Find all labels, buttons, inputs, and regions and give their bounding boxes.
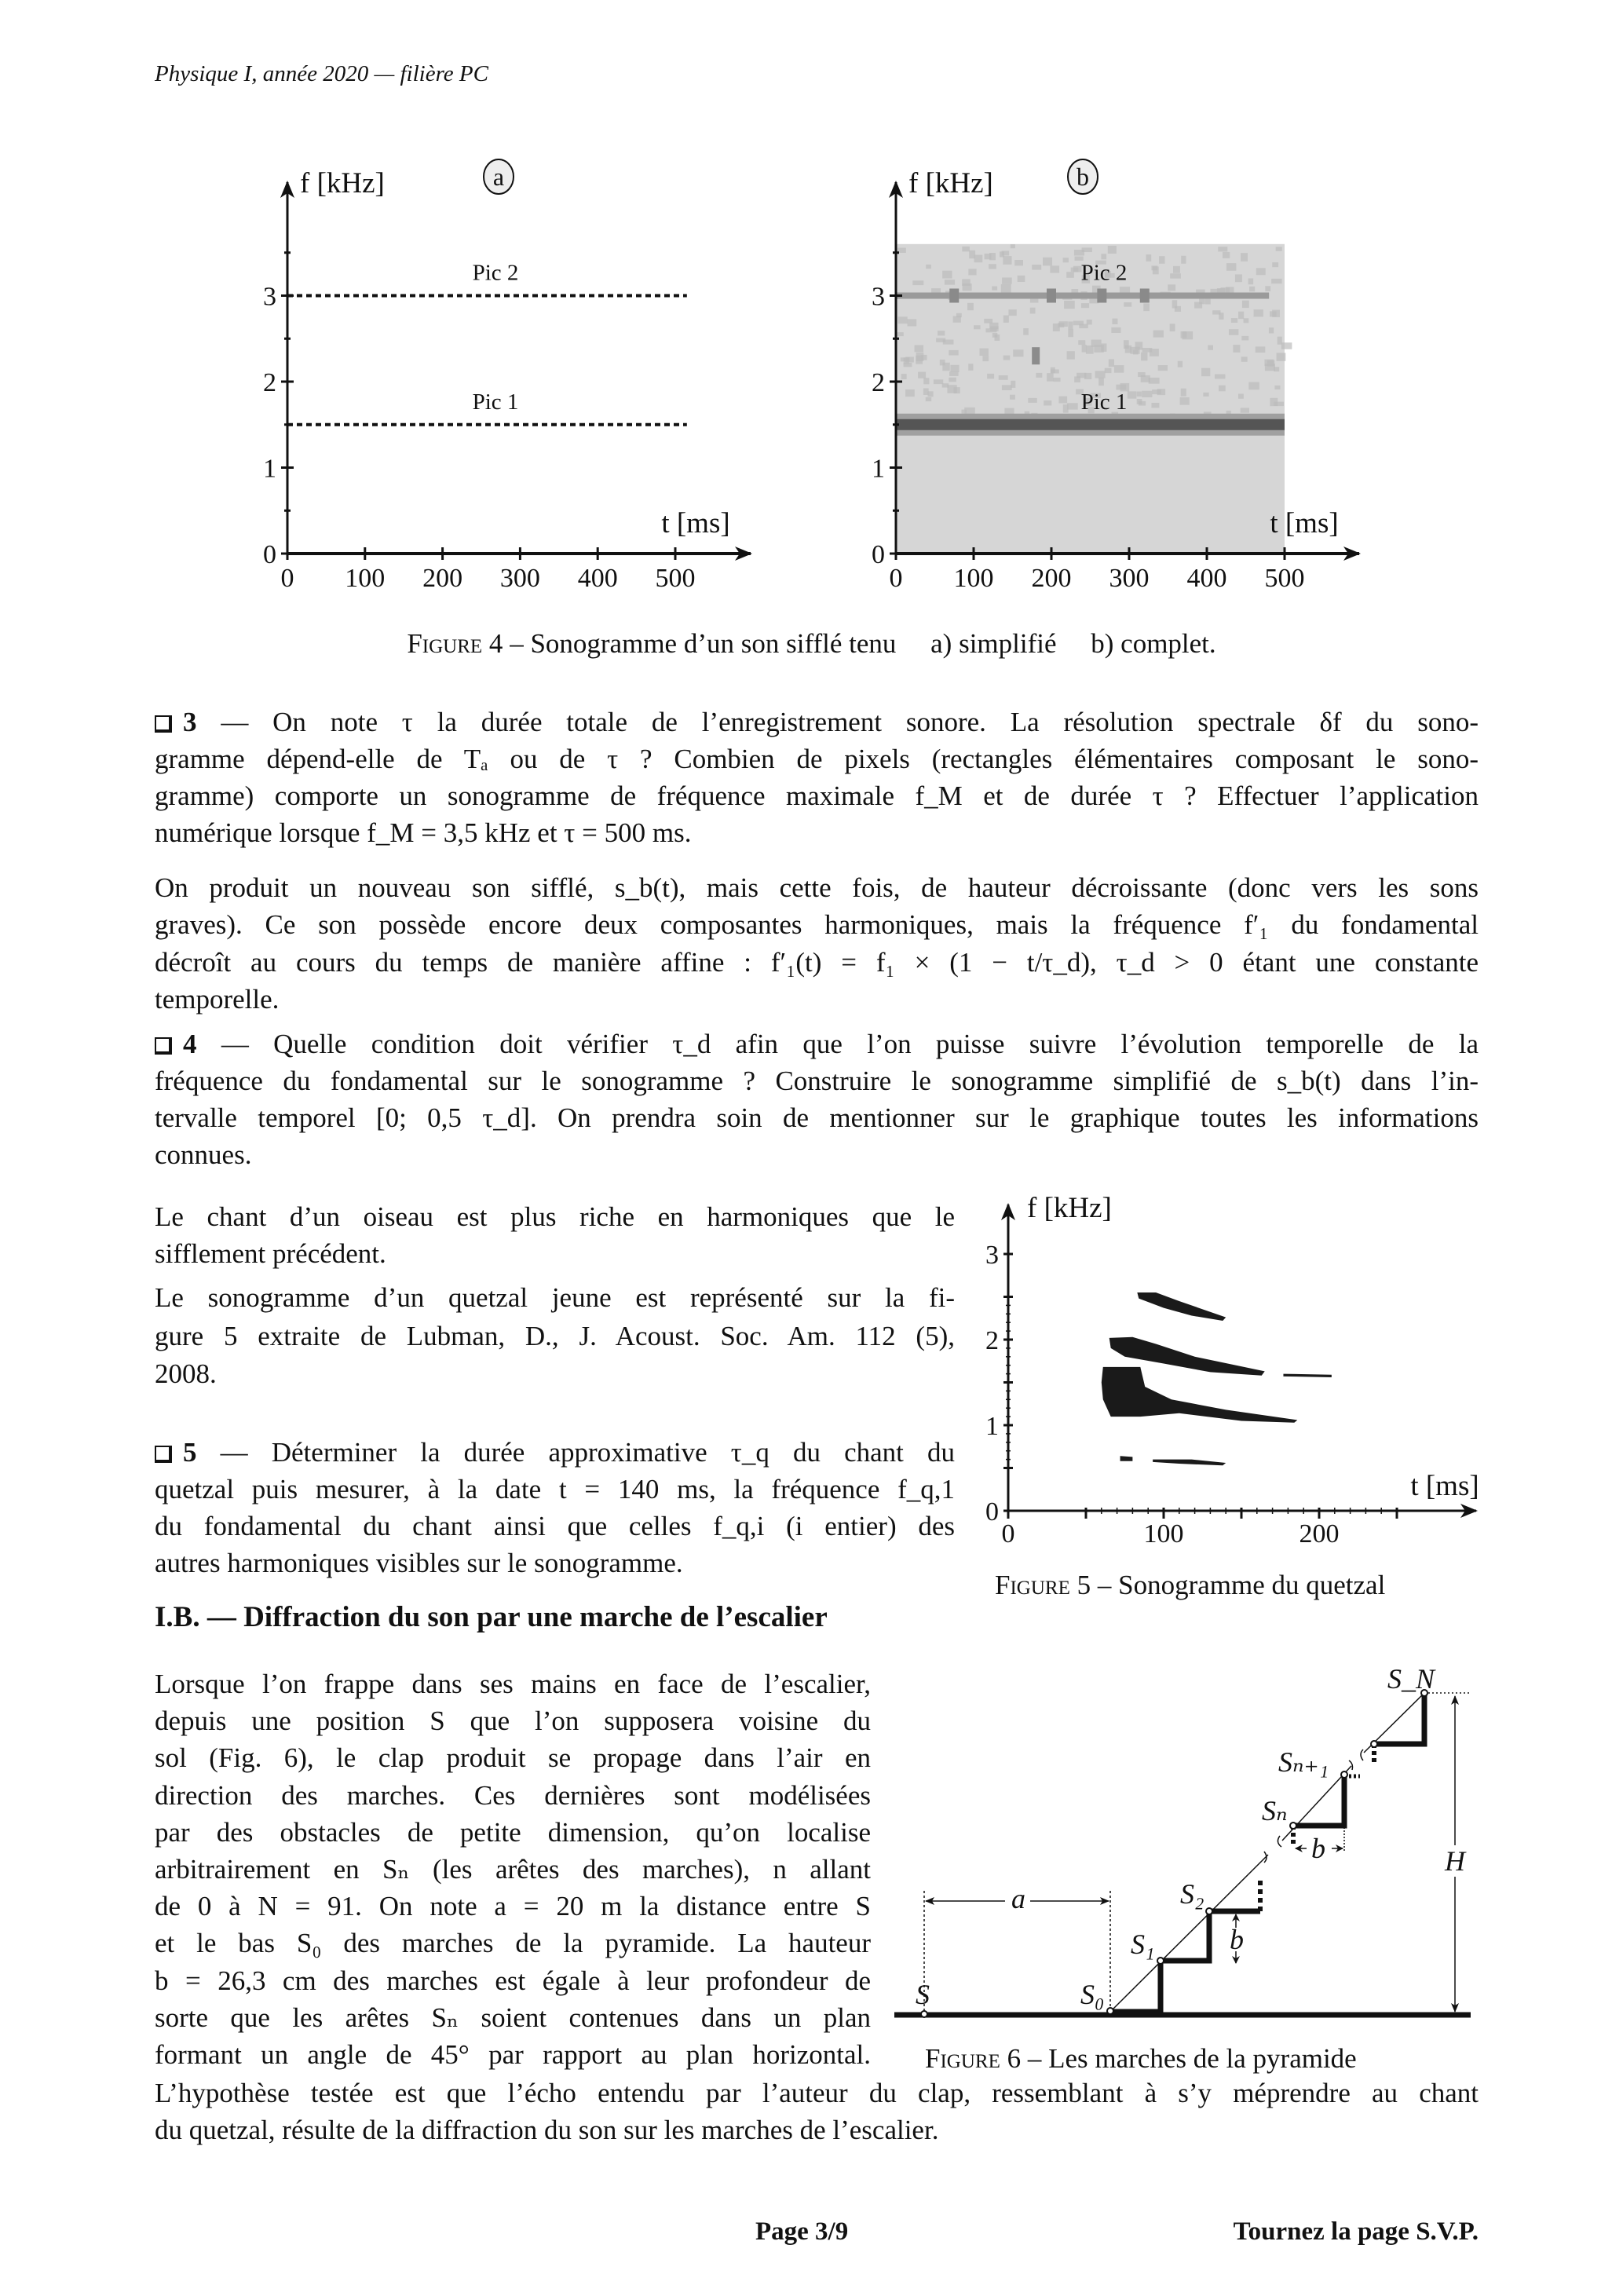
- peak-2-spot: [949, 289, 959, 303]
- noise-pixel: [1128, 391, 1136, 398]
- label-b-vertical: b: [1230, 1924, 1244, 1955]
- noise-pixel: [968, 269, 976, 275]
- figure-4b-complete-sonogram: [872, 159, 1359, 593]
- caption-prefix: Figure 5: [995, 1570, 1091, 1600]
- text-line: [155, 1437, 955, 1468]
- question-text: — Quelle condition doit vérifier τ_d afin que l’on puisse suivre l’évolution temporelle de la: [221, 1029, 1479, 1059]
- label-Sn1: Sₙ₊₁: [1278, 1746, 1329, 1778]
- noise-pixel: [1277, 353, 1286, 360]
- question-checkbox-icon: [155, 1446, 172, 1463]
- noise-pixel: [1068, 329, 1073, 337]
- noise-pixel: [1071, 268, 1079, 272]
- noise-pixel: [1003, 256, 1011, 265]
- harmonic-blob: [1120, 1456, 1133, 1461]
- noise-pixel: [961, 410, 967, 414]
- noise-pixel: [1194, 302, 1202, 309]
- text-line: du fondamental du chant ainsi que celles f_q,i (i entier) des: [155, 1511, 955, 1541]
- text-line: arbitrairement en Sₙ (les arêtes des marches), n allant: [155, 1854, 871, 1885]
- noise-pixel: [963, 283, 972, 291]
- noise-pixel: [1066, 272, 1074, 278]
- noise-pixel: [1158, 365, 1168, 371]
- noise-pixel: [1218, 247, 1227, 251]
- y-tick-label: 3: [985, 1241, 999, 1270]
- text-line: sorte que les arêtes Sₙ soient contenues dans un plan: [155, 2002, 871, 2033]
- text-line: tervalle temporel [0; 0,5 τ_d]. On prendra soin de mentionner sur le graphique toutes les informations: [155, 1102, 1479, 1133]
- text-line: graves). Ce son possède encore deux composantes harmoniques, mais la fréquence f′₁ du fondamental: [155, 909, 1479, 941]
- noise-pixel: [1111, 327, 1120, 333]
- noise-pixel: [962, 247, 970, 251]
- y-tick-label: 1: [263, 454, 276, 484]
- text-line: de 0 à N = 91. On note a = 20 m la distance entre S: [155, 1891, 871, 1922]
- point-S2: [1206, 1908, 1212, 1914]
- noise-pixel: [1170, 324, 1175, 331]
- noise-pixel: [1254, 309, 1263, 316]
- y-tick-label: 1: [872, 454, 885, 484]
- section-heading-IB: I.B. — Diffraction du son par une marche de l’escalier: [155, 1601, 828, 1633]
- noise-pixel: [1043, 258, 1052, 266]
- noise-pixel: [1219, 386, 1226, 392]
- noise-pixel: [1133, 350, 1139, 355]
- noise-pixel: [901, 374, 907, 379]
- text-line: Lorsque l’on frappe dans ses mains en face de l’escalier,: [155, 1669, 871, 1699]
- noise-pixel: [896, 332, 904, 336]
- noise-pixel: [1068, 321, 1073, 329]
- label-b-horizontal: b: [1311, 1833, 1325, 1864]
- noise-pixel: [1248, 382, 1259, 390]
- text-line: numérique lorsque f_M = 3,5 kHz et τ = 500 ms.: [155, 817, 692, 848]
- y-tick-label: 2: [985, 1326, 999, 1355]
- noise-pixel: [1219, 313, 1223, 320]
- question-number: 4: [183, 1029, 197, 1059]
- noise-pixel: [1271, 279, 1281, 283]
- noise-pixel: [1095, 371, 1106, 378]
- harmonic-blob: [1153, 1460, 1226, 1466]
- noise-pixel: [905, 389, 915, 397]
- text-line: fréquence du fondamental sur le sonogramme ? Construire le sonogramme simplifié de s_b(t) dans l’in-: [155, 1066, 1479, 1096]
- noise-pixel: [1256, 268, 1266, 275]
- question-text: — On note τ la durée totale de l’enregistrement sonore. La résolution spectrale δf du sono-: [221, 707, 1479, 737]
- noise-pixel: [1008, 309, 1016, 316]
- noise-pixel: [974, 325, 981, 329]
- peak-2-label: Pic 2: [472, 260, 519, 286]
- noise-pixel: [1086, 345, 1094, 354]
- noise-pixel: [915, 345, 923, 353]
- noise-pixel: [1032, 265, 1041, 270]
- noise-pixel: [949, 371, 959, 376]
- noise-pixel: [1002, 277, 1011, 283]
- peak-2-spot: [1047, 289, 1056, 303]
- noise-pixel: [1242, 301, 1249, 308]
- noise-pixel: [1278, 337, 1282, 345]
- noise-pixel: [1272, 262, 1278, 267]
- noise-pixel: [1053, 324, 1060, 331]
- noise-pixel: [1010, 395, 1015, 400]
- noise-pixel: [949, 378, 956, 382]
- figure-6-pyramid-steps: [894, 1663, 1471, 2017]
- text-line: gramme) comporte un sonogramme de fréquence maximale f_M et de durée τ ? Effectuer l’application: [155, 781, 1479, 811]
- noise-pixel: [1181, 256, 1186, 264]
- noise-pixel: [1064, 301, 1075, 309]
- noise-pixel: [1018, 276, 1025, 282]
- noise-pixel: [1248, 278, 1254, 284]
- x-tick-label: 400: [577, 564, 618, 593]
- noise-pixel: [1233, 345, 1240, 353]
- noise-pixel: [918, 372, 926, 378]
- y-axis-label: f [kHz]: [300, 167, 385, 199]
- x-tick-label: 100: [953, 564, 994, 593]
- text-line: autres harmoniques visibles sur le sonogramme.: [155, 1548, 683, 1578]
- noise-pixel: [1036, 373, 1042, 378]
- noise-pixel: [992, 287, 997, 291]
- noise-pixel: [1030, 308, 1036, 314]
- point-S0: [1107, 2008, 1113, 2014]
- noise-pixel: [1208, 345, 1213, 350]
- noise-pixel: [912, 280, 923, 285]
- noise-pixel: [1151, 265, 1157, 270]
- point-Sn1: [1341, 1771, 1347, 1778]
- noise-pixel: [1264, 360, 1274, 366]
- noise-pixel: [1050, 265, 1059, 272]
- noise-pixel: [949, 350, 958, 356]
- noise-pixel: [1238, 312, 1244, 320]
- noise-pixel: [1074, 376, 1080, 382]
- noise-pixel: [1146, 254, 1152, 261]
- caption-prefix: Figure 6: [925, 2043, 1022, 2074]
- noise-pixel: [1067, 351, 1075, 359]
- harmonic-blob: [1137, 1292, 1226, 1321]
- noise-pixel: [985, 254, 992, 259]
- text-line: sol (Fig. 6), le clap produit se propage dans l’air en: [155, 1742, 871, 1774]
- y-tick-label: 2: [872, 368, 885, 397]
- noise-pixel: [950, 365, 959, 372]
- noise-pixel: [1153, 331, 1164, 338]
- noise-pixel: [936, 338, 945, 342]
- x-axis-label: t [ms]: [661, 507, 730, 539]
- noise-pixel: [1105, 368, 1112, 373]
- y-tick-label: 3: [872, 282, 885, 312]
- noise-pixel: [1002, 250, 1010, 255]
- noise-pixel: [1124, 302, 1131, 307]
- noise-pixel: [926, 397, 931, 401]
- noise-pixel: [1180, 397, 1190, 405]
- question-text: — Déterminer la durée approximative τ_q du chant du: [220, 1437, 955, 1468]
- noise-pixel: [1168, 284, 1175, 291]
- noise-pixel: [1047, 373, 1053, 382]
- peak-2-label: Pic 2: [1080, 260, 1128, 286]
- noise-pixel: [1094, 345, 1103, 353]
- x-axis-label: t [ms]: [1270, 507, 1339, 539]
- noise-pixel: [1063, 404, 1069, 413]
- y-tick-label: 1: [985, 1412, 999, 1441]
- figure-5-caption: [995, 1570, 1385, 1601]
- x-tick-label: 100: [345, 564, 386, 593]
- x-axis-label: t [ms]: [1410, 1470, 1479, 1502]
- point-S: [921, 2011, 927, 2017]
- noise-pixel: [1023, 328, 1029, 335]
- noise-pixel: [1183, 331, 1193, 339]
- noise-pixel: [934, 379, 943, 384]
- noise-pixel: [1272, 310, 1280, 317]
- noise-pixel: [1274, 367, 1279, 371]
- text-line: gramme dépend-elle de Tₐ ou de τ ? Combien de pixels (rectangles élémentaires composant le sono-: [155, 744, 1479, 774]
- noise-pixel: [1223, 252, 1230, 258]
- question-checkbox-icon: [155, 715, 172, 733]
- text-line: 2008.: [155, 1358, 217, 1389]
- noise-pixel: [1149, 378, 1160, 384]
- noise-pixel: [904, 357, 909, 364]
- noise-pixel: [1082, 345, 1087, 353]
- noise-pixel: [938, 331, 945, 335]
- noise-pixel: [968, 364, 973, 371]
- noise-spot: [1032, 347, 1040, 364]
- noise-pixel: [1235, 274, 1242, 282]
- noise-pixel: [1265, 286, 1270, 291]
- text-line: depuis une position S que l’on supposera voisine du: [155, 1706, 871, 1737]
- text-line: direction des marches. Ces dernières sont modélisées: [155, 1779, 871, 1811]
- noise-pixel: [1079, 324, 1087, 329]
- noise-pixel: [1137, 392, 1142, 397]
- harmonic-blob: [1283, 1374, 1331, 1377]
- noise-pixel: [974, 255, 983, 263]
- quetzal-harmonics: [1102, 1292, 1332, 1465]
- y-tick-label: 0: [985, 1497, 999, 1526]
- noise-pixel: [1142, 391, 1152, 397]
- noise-pixel: [1028, 398, 1036, 403]
- y-tick-label: 3: [263, 282, 276, 312]
- noise-pixel: [926, 265, 931, 269]
- label-Sn: Sₙ: [1262, 1795, 1288, 1826]
- noise-pixel: [1249, 287, 1255, 291]
- noise-pixel: [1004, 408, 1014, 415]
- point-S1: [1157, 1958, 1164, 1964]
- text-line: temporelle.: [155, 983, 280, 1015]
- noise-pixel: [1276, 247, 1282, 250]
- noise-pixel: [1201, 368, 1210, 377]
- caption-text: – Les marches de la pyramide: [1021, 2043, 1357, 2074]
- noise-pixel: [1003, 316, 1009, 323]
- noise-pixel: [1081, 303, 1089, 308]
- figure-4-caption: [0, 628, 1623, 660]
- noise-pixel: [1229, 329, 1238, 335]
- noise-pixel: [1143, 303, 1150, 311]
- noise-pixel: [1178, 361, 1183, 367]
- noise-pixel: [1215, 374, 1226, 378]
- x-tick-label: 0: [280, 564, 294, 593]
- question-number: 3: [183, 707, 197, 737]
- noise-pixel: [908, 319, 917, 326]
- label-S1: S₁: [1131, 1929, 1155, 1960]
- noise-pixel: [967, 303, 974, 310]
- page-number: Page 3/9: [755, 2217, 849, 2246]
- text-line: L’hypothèse testée est que l’écho entendu par l’auteur du clap, ressemblant à s’y méprendre au chant: [155, 2078, 1479, 2108]
- noise-pixel: [1241, 356, 1248, 361]
- text-line: On produit un nouveau son sifflé, s_b(t), mais cette fois, de hauteur décroissante (donc vers les sons: [155, 872, 1479, 903]
- x-tick-label: 300: [499, 564, 540, 593]
- x-tick-label: 100: [1143, 1519, 1184, 1548]
- peak-1-label: Pic 1: [1080, 389, 1128, 415]
- x-tick-label: 400: [1186, 564, 1227, 593]
- noise-pixel: [1226, 263, 1236, 271]
- x-tick-label: 0: [1001, 1519, 1015, 1548]
- peak-1-band: [896, 419, 1285, 430]
- noise-pixel: [1172, 300, 1177, 308]
- x-tick-label: 200: [1299, 1519, 1340, 1548]
- noise-pixel: [1087, 320, 1092, 324]
- noise-pixel: [1063, 258, 1069, 262]
- caption-prefix: Figure 4: [407, 628, 503, 659]
- noise-pixel: [1109, 359, 1114, 367]
- point-Sn: [1290, 1823, 1296, 1829]
- label-H: H: [1445, 1845, 1465, 1877]
- x-tick-label: 500: [1264, 564, 1305, 593]
- label-SN: S_N: [1387, 1663, 1435, 1695]
- label-S: S: [916, 1979, 930, 2010]
- label-S2: S₂: [1180, 1878, 1204, 1910]
- noise-pixel: [1108, 246, 1117, 254]
- text-line: gure 5 extraite de Lubman, D., J. Acoust. Soc. Am. 112 (5),: [155, 1320, 955, 1351]
- noise-pixel: [1011, 244, 1015, 248]
- noise-pixel: [1078, 340, 1085, 345]
- text-line: [155, 1029, 1479, 1060]
- text-line: et le bas S₀ des marches de la pyramide. La hauteur: [155, 1928, 871, 1959]
- label-S0: S₀: [1080, 1979, 1105, 2010]
- x-tick-label: 200: [1031, 564, 1072, 593]
- noise-pixel: [1051, 369, 1059, 373]
- noise-pixel: [989, 323, 998, 329]
- noise-pixel: [1098, 378, 1104, 386]
- noise-pixel: [1124, 340, 1129, 349]
- noise-pixel: [945, 280, 955, 285]
- noise-pixel: [923, 388, 929, 395]
- harmonic-blob: [1102, 1367, 1297, 1423]
- noise-pixel: [1151, 403, 1159, 408]
- noise-pixel: [1269, 327, 1274, 333]
- noise-pixel: [1241, 336, 1248, 341]
- figure-5-quetzal-sonogram: [985, 1192, 1479, 1548]
- text-line: connues.: [155, 1139, 252, 1170]
- noise-pixel: [1141, 353, 1147, 361]
- noise-pixel: [1241, 253, 1248, 261]
- text-line: sifflement précédent.: [155, 1238, 386, 1269]
- caption-text: – Sonogramme du quetzal: [1091, 1570, 1386, 1600]
- point-step: [1371, 1741, 1377, 1747]
- noise-pixel: [1238, 394, 1244, 399]
- text-line: du quetzal, résulte de la diffraction du son sur les marches de l’escalier.: [155, 2115, 939, 2145]
- noise-pixel: [1053, 378, 1060, 382]
- noise-pixel: [956, 313, 962, 317]
- noise-pixel: [982, 356, 989, 361]
- noise-pixel: [916, 356, 923, 364]
- noise-pixel: [1101, 254, 1106, 259]
- noise-pixel: [1152, 389, 1161, 394]
- noise-pixel: [1013, 349, 1023, 356]
- peak-2-spot: [1140, 289, 1150, 303]
- noise-pixel: [987, 374, 994, 379]
- text-line: b = 26,3 cm des marches est égale à leur profondeur de: [155, 1965, 871, 1996]
- noise-pixel: [1281, 342, 1292, 349]
- noise-pixel: [898, 316, 908, 324]
- noise-pixel: [1137, 399, 1142, 404]
- x-tick-label: 300: [1109, 564, 1150, 593]
- noise-pixel: [1256, 346, 1266, 353]
- text-line: Le sonogramme d’un quetzal jeune est représenté sur la fi-: [155, 1282, 955, 1313]
- page-header: Physique I, année 2020 — filière PC: [155, 61, 488, 86]
- noise-pixel: [1002, 385, 1012, 390]
- noise-pixel: [1135, 342, 1143, 349]
- noise-pixel: [1114, 365, 1124, 373]
- noise-pixel: [1270, 398, 1278, 406]
- noise-pixel: [1274, 386, 1280, 389]
- noise-pixel: [1181, 389, 1186, 397]
- noise-pixel: [942, 271, 952, 279]
- noise-pixel: [1231, 318, 1237, 323]
- question-checkbox-icon: [155, 1037, 172, 1055]
- x-tick-label: 0: [889, 564, 903, 593]
- text-line: décroît au cours du temps de manière affine : f′₁(t) = f₁ × (1 − t/τ_d), τ_d > 0 étant une constante: [155, 946, 1479, 978]
- noise-pixel: [923, 378, 929, 384]
- noise-pixel: [1001, 284, 1011, 293]
- noise-pixel: [942, 363, 949, 371]
- noise-pixel: [999, 375, 1008, 380]
- panel-label: a: [492, 163, 505, 191]
- figure-4a-simplified-sonogram: [263, 159, 751, 593]
- noise-pixel: [1244, 318, 1249, 323]
- noise-pixel: [1241, 408, 1249, 412]
- question-number: 5: [183, 1437, 197, 1468]
- text-line: formant un angle de 45° par rapport au plan horizontal.: [155, 2039, 871, 2070]
- panel-label: b: [1077, 163, 1089, 191]
- noise-pixel: [1203, 393, 1208, 397]
- noise-pixel: [1112, 319, 1117, 324]
- y-axis-label: f [kHz]: [1027, 1192, 1112, 1224]
- noise-pixel: [1003, 356, 1011, 360]
- caption-text: – Sonogramme d’un son sifflé tenu a) simplifié b) complet.: [503, 628, 1216, 659]
- x-tick-label: 200: [422, 564, 463, 593]
- peak-2-spot: [1097, 289, 1106, 303]
- noise-pixel: [1159, 256, 1164, 264]
- noise-pixel: [1170, 273, 1181, 278]
- text-line: par des obstacles de petite dimension, qu’on localise: [155, 1816, 871, 1848]
- y-tick-label: 0: [263, 540, 276, 569]
- noise-pixel: [1067, 403, 1078, 409]
- noise-pixel: [1014, 260, 1023, 265]
- peak-1-label: Pic 1: [472, 389, 519, 415]
- noise-pixel: [980, 349, 989, 356]
- noise-pixel: [947, 385, 956, 393]
- noise-pixel: [989, 264, 996, 269]
- y-axis-label: f [kHz]: [908, 167, 993, 199]
- x-tick-label: 500: [655, 564, 696, 593]
- text-line: quetzal puis mesurer, à la date t = 140 ms, la fréquence f_q,1: [155, 1474, 955, 1504]
- noise-pixel: [985, 328, 996, 332]
- figure-6-caption: [925, 2043, 1357, 2075]
- text-line: [155, 707, 1479, 738]
- noise-pixel: [1142, 348, 1153, 353]
- noise-pixel: [1058, 397, 1067, 404]
- y-tick-label: 0: [872, 540, 885, 569]
- noise-pixel: [1044, 400, 1051, 405]
- noise-pixel: [1173, 266, 1180, 273]
- noise-pixel: [992, 333, 998, 338]
- turn-page-note: Tournez la page S.V.P.: [1233, 2217, 1479, 2246]
- y-tick-label: 2: [263, 368, 276, 397]
- text-line: Le chant d’un oiseau est plus riche en harmoniques que le: [155, 1201, 955, 1232]
- noise-pixel: [1082, 247, 1092, 252]
- label-a: a: [1011, 1883, 1025, 1914]
